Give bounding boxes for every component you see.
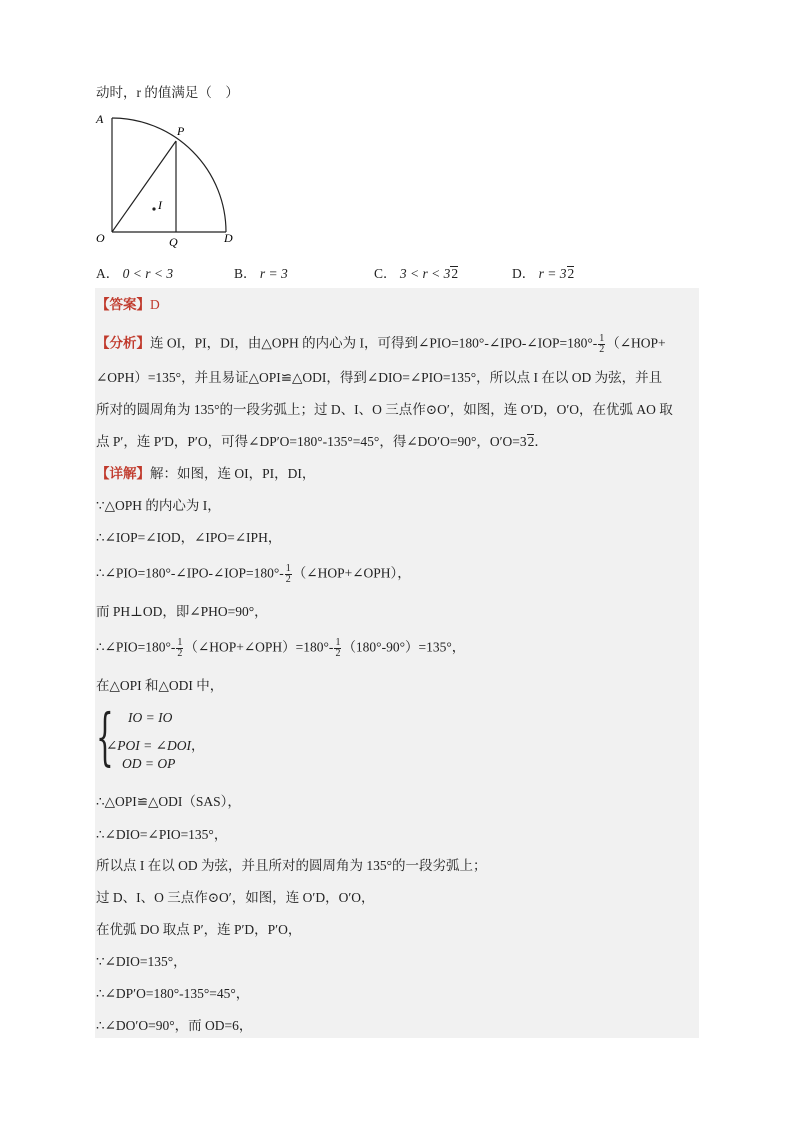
- detail-line-5: 而 PH⊥OD，即∠PHO=90°，: [96, 604, 268, 619]
- choices: [96, 262, 716, 282]
- analysis-line-2: ∠OPH）=135°，并且易证△OPI≌△ODI，得到∠DIO=∠PIO=135°，所以点 I 在以 OD 为弦，并且: [96, 370, 663, 385]
- segment-op: [112, 141, 176, 232]
- fraction-half: $\frac{1}{2}$: [599, 333, 605, 355]
- detail-line-4: ∴∠PIO=180°-∠IPO-∠IOP=180°- $\frac{1}{2}$ （∠HOP+∠OPH），: [96, 563, 411, 585]
- label-i: I: [158, 198, 162, 212]
- label-o: O: [96, 231, 105, 245]
- question-intro: 动时，r 的值满足（ ）: [96, 85, 239, 100]
- sqrt-sign: 2: [527, 434, 535, 449]
- analysis-line-4: 点 P′，连 P′D，P′O，可得∠DP′O=180°-135°=45°，得∠DO′O=90°，O′O=32．: [96, 434, 548, 449]
- detail-line-13: ∵∠DIO=135°，: [96, 954, 187, 969]
- detail-line-12: 在优弧 DO 取点 P′，连 P′D，P′O，: [96, 922, 302, 937]
- fraction-half: $\frac{1}{2}$: [177, 637, 183, 659]
- sqrt-sign: 2: [567, 266, 575, 281]
- detail-line-15: ∴∠DO′O=90°，而 OD=6，: [96, 1018, 253, 1033]
- arc-ad: [112, 118, 226, 232]
- choice-c[interactable]: C． 3 < r < 32: [374, 266, 459, 281]
- analysis-line-3: 所对的圆周角为 135°的一段劣弧上；过 D、I、O 三点作⊙O′，如图，连 O′D，O′O，在优弧 AO 取: [96, 402, 673, 417]
- system-eq-3: OD = OP: [122, 756, 176, 771]
- label-a: A: [96, 112, 104, 126]
- detail-line-8: ∴△OPI≌△ODI（SAS），: [96, 794, 241, 809]
- detail-line-11: 过 D、I、O 三点作⊙O′，如图，连 O′D，O′O，: [96, 890, 375, 905]
- system-eq-2: ∠POI = ∠DOI，: [106, 738, 205, 753]
- detail-line-14: ∴∠DP′O=180°-135°=45°，: [96, 986, 250, 1001]
- system-eq-1: IO = IO: [128, 710, 173, 725]
- answer-value: D: [150, 297, 160, 312]
- sqrt-sign: 2: [451, 266, 459, 281]
- detail-line-2: ∵△OPH 的内心为 I，: [96, 498, 221, 513]
- detail-line-7: 在△OPI 和△ODI 中，: [96, 678, 224, 693]
- label-q: Q: [169, 235, 178, 249]
- detail-line-10: 所以点 I 在以 OD 为弦，并且所对的圆周角为 135°的一段劣弧上；: [96, 858, 487, 873]
- detail-line-6: ∴∠PIO=180°- $\frac{1}{2}$ （∠HOP+∠OPH）=180°- $\frac{1}{2}$ （180°-90°）=135°，: [96, 637, 466, 659]
- analysis-line-1: 【分析】连 OI，PI，DI，由△OPH 的内心为 I，可得到∠PIO=180°-∠IPO-∠IOP=180°- $\frac{1}{2}$ （∠HOP+: [96, 333, 666, 355]
- geometry-figure: [92, 108, 252, 250]
- label-p: P: [177, 124, 185, 138]
- left-brace-icon: {: [96, 700, 114, 773]
- detail-line-3: ∴∠IOP=∠IOD，∠IPO=∠IPH，: [96, 530, 282, 545]
- choice-d[interactable]: D． r = 32: [512, 266, 575, 281]
- fraction-half: $\frac{1}{2}$: [335, 637, 341, 659]
- fraction-half: $\frac{1}{2}$: [285, 563, 291, 585]
- answer-line: 【答案】D: [96, 297, 160, 312]
- equation-system: [96, 700, 256, 774]
- label-d: D: [224, 231, 233, 245]
- choice-b[interactable]: B． r = 3: [234, 266, 288, 281]
- choice-a[interactable]: A． 0 < r < 3: [96, 266, 174, 281]
- detail-line-1: 【详解】解：如图，连 OI，PI，DI，: [96, 466, 316, 481]
- detail-line-9: ∴∠DIO=∠PIO=135°，: [96, 827, 228, 842]
- point-i: [152, 207, 155, 210]
